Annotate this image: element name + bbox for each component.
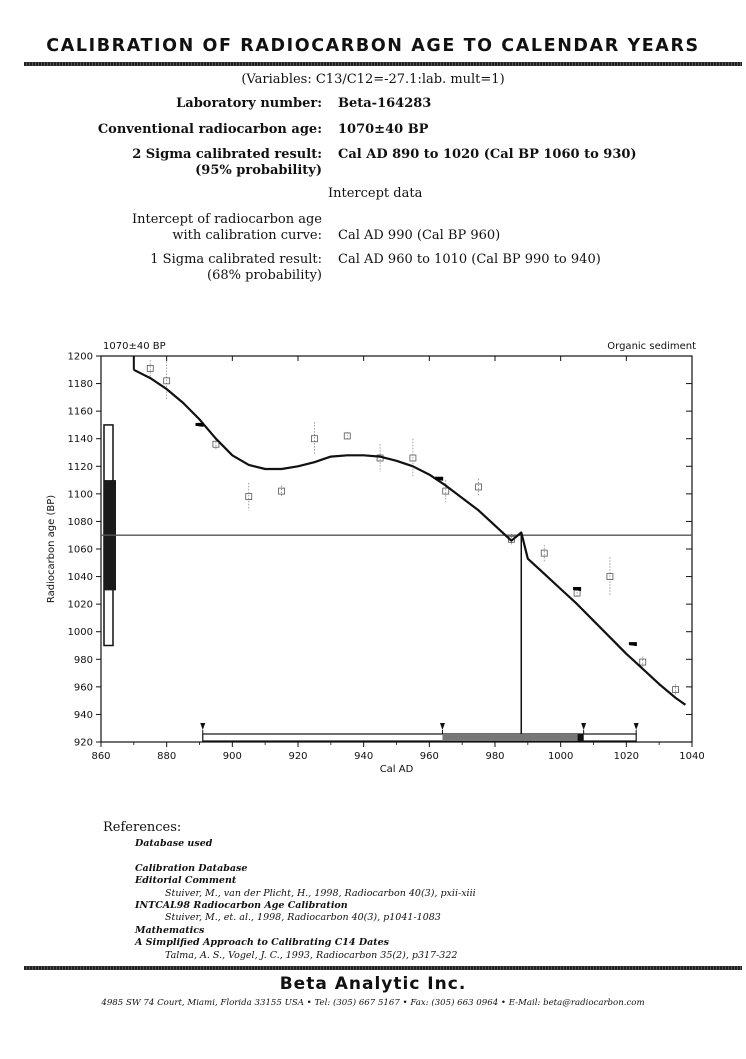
x-tick-label: 960 <box>419 751 439 762</box>
reference-line: Database used <box>135 838 213 849</box>
two-sigma-value: Cal AD 890 to 1020 (Cal BP 1060 to 930) <box>338 147 637 162</box>
y-tick-label: 1040 <box>67 572 93 584</box>
two-sigma-label: 2 Sigma calibrated result: <box>132 147 322 162</box>
y-tick-label: 1200 <box>67 351 93 363</box>
intercept-label: Intercept of radiocarbon age <box>132 212 322 227</box>
calibration-curve <box>134 370 686 705</box>
references-list <box>135 838 476 962</box>
one-sigma-cal-bar-end <box>578 734 584 741</box>
y-tick-label: 1160 <box>67 406 93 418</box>
reference-line: A Simplified Approach to Calibrating C14 Dates <box>135 937 389 949</box>
reference-line: INTCAL98 Radiocarbon Age Calibration <box>135 900 348 912</box>
x-tick-label: 1040 <box>679 751 705 762</box>
intercept-heading: Intercept data <box>328 186 423 201</box>
reference-line: Editorial Comment <box>135 875 237 887</box>
lab-number-label: Laboratory number: <box>176 96 322 111</box>
conventional-age-label: Conventional radiocarbon age: <box>97 122 322 137</box>
x-tick-label: 920 <box>288 751 308 762</box>
x-tick-label: 980 <box>485 751 505 762</box>
y-tick-label: 1000 <box>67 627 93 639</box>
header-rule <box>24 62 742 66</box>
y-tick-label: 1100 <box>67 489 93 501</box>
x-tick-label: 1020 <box>613 751 640 762</box>
intercept-value: Cal AD 990 (Cal BP 960) <box>338 228 501 243</box>
x-tick-label: 1000 <box>547 751 574 762</box>
page-title: CALIBRATION OF RADIOCARBON AGE TO CALENDAR YEARS <box>46 36 700 56</box>
y-tick-label: 940 <box>73 709 93 721</box>
y-tick-label: 920 <box>73 737 93 749</box>
range-marker <box>200 723 205 730</box>
one-sigma-probability-label: (68% probability) <box>207 268 322 283</box>
x-tick-label: 940 <box>354 751 374 762</box>
curve-marker <box>196 423 204 427</box>
chart-title-left: 1070±40 BP <box>103 341 166 352</box>
plot-frame <box>101 356 692 742</box>
range-marker <box>440 723 445 730</box>
y-tick-label: 1120 <box>67 461 93 473</box>
references-heading: References: <box>103 820 182 835</box>
chart-title-right: Organic sediment <box>607 341 696 352</box>
reference-line: Talma, A. S., Vogel, J. C., 1993, Radiocarbon 35(2), p317-322 <box>165 949 458 961</box>
one-sigma-value: Cal AD 960 to 1010 (Cal BP 990 to 940) <box>338 252 601 267</box>
range-marker <box>581 723 586 730</box>
one-sigma-cal-bar <box>442 734 583 741</box>
lab-number-value: Beta-164283 <box>338 96 432 111</box>
company-address: 4985 SW 74 Court, Miami, Florida 33155 USA • Tel: (305) 667 5167 • Fax: (305) 663 0964 • E-Mail: beta@radiocarbon.com <box>101 998 645 1008</box>
y-tick-label: 1020 <box>67 599 93 611</box>
calibration-chart <box>0 330 746 790</box>
reference-line: Mathematics <box>135 924 205 936</box>
conventional-age-value: 1070±40 BP <box>338 122 429 137</box>
company-name: Beta Analytic Inc. <box>279 974 467 994</box>
two-sigma-probability-label: (95% probability) <box>195 163 322 178</box>
curve-marker <box>629 642 637 646</box>
reference-line <box>135 850 476 862</box>
x-axis-label: Cal AD <box>379 764 414 775</box>
x-tick-label: 860 <box>91 751 111 762</box>
y-tick-label: 1180 <box>67 379 93 391</box>
y-tick-label: 1080 <box>67 516 93 528</box>
y-tick-label: 1060 <box>67 544 93 556</box>
range-marker <box>634 723 639 730</box>
y-tick-label: 960 <box>73 682 93 694</box>
y-tick-label: 1140 <box>67 434 93 446</box>
one-sigma-label: 1 Sigma calibrated result: <box>150 252 322 267</box>
reference-line: Calibration Database <box>135 862 248 874</box>
y-axis-label: Radiocarbon age (BP) <box>46 494 57 604</box>
intercept-label-2: with calibration curve: <box>172 228 322 243</box>
reference-line: Stuiver, M., van der Plicht, H., 1998, Radiocarbon 40(3), pxii-xiii <box>165 887 476 899</box>
y-tick-label: 980 <box>73 654 93 666</box>
x-tick-label: 880 <box>157 751 177 762</box>
reference-line: Stuiver, M., et. al., 1998, Radiocarbon 40(3), p1041-1083 <box>165 912 441 924</box>
variables-line: (Variables: C13/C12=-27.1:lab. mult=1) <box>241 72 505 87</box>
x-tick-label: 900 <box>222 751 242 762</box>
footer-rule <box>24 966 742 970</box>
